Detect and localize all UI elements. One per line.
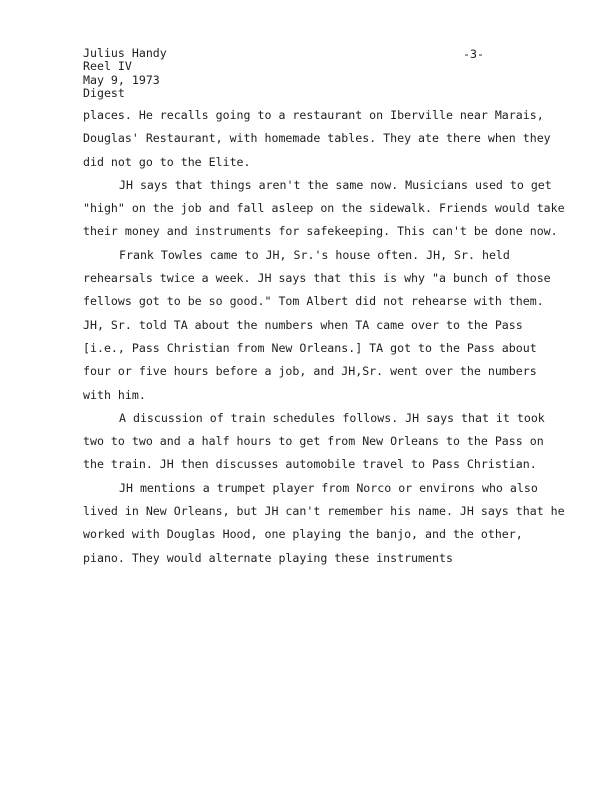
header-date: May 9, 1973: [83, 72, 160, 87]
paragraph-2: JH says that things aren't the same now. Musicians used to get "high" on the job and fall asleep on the sidewalk. Friends would take their money and instruments for safekeeping. This can't be done now.: [83, 177, 565, 239]
page-number: -3-: [463, 47, 484, 61]
paragraph-1: places. He recalls going to a restaurant on Iberville near Marais, Douglas' Restaurant, with homemade tables. They ate there when they did not go to the Elite.: [83, 108, 551, 169]
document-body: [83, 104, 568, 570]
paragraph-3: Frank Towles came to JH, Sr.'s house often. JH, Sr. held rehearsals twice a week. JH says that this is why "a bunch of those fellows got to be so good." Tom Albert did not rehearse with them. JH, Sr. told TA about the numbers when TA came over to the Pass [i.e., Pass Christian from New Orleans.] TA got to the Pass about four or five hours before a job, and JH,Sr. went over the numbers with him.: [83, 247, 551, 402]
document-header: [83, 47, 167, 101]
paragraph-5: JH mentions a trumpet player from Norco or environs who also lived in New Orleans, but JH can't remember his name. JH says that he worked with Douglas Hood, one playing the banjo, and the other, piano. They would alternate playing these instruments: [83, 480, 565, 565]
header-name: Julius Handy: [83, 46, 167, 60]
header-reel: Reel IV: [83, 59, 132, 74]
paragraph-4: A discussion of train schedules follows. JH says that it took two to two and a half hours to get from New Orleans to the Pass on the train. JH then discusses automobile travel to Pass Christian.: [83, 410, 545, 472]
header-type: Digest: [83, 86, 125, 101]
